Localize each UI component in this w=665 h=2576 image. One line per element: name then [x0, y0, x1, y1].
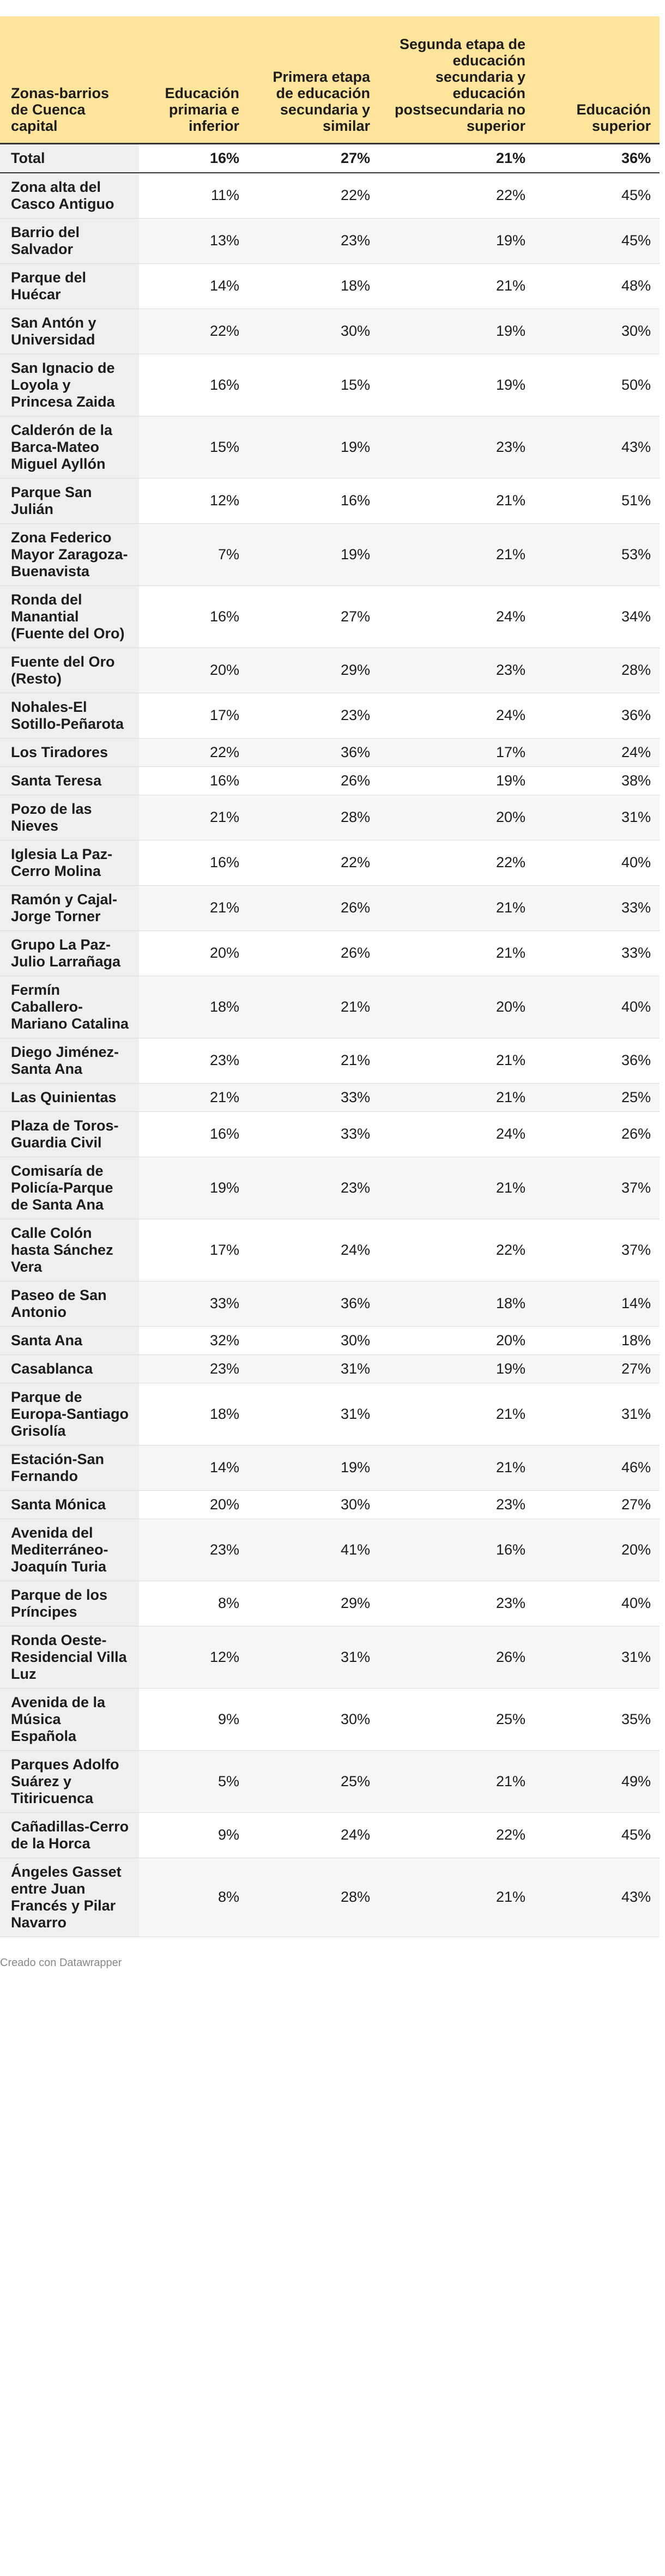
- value-cell: 25%: [248, 1750, 379, 1812]
- value-cell: 19%: [139, 1157, 248, 1219]
- value-cell: 30%: [248, 1326, 379, 1354]
- table-row: [0, 263, 660, 309]
- table-row: [0, 795, 660, 840]
- zone-cell: Plaza de Toros-Guardia Civil: [0, 1111, 139, 1157]
- value-cell: 27%: [248, 585, 379, 648]
- value-cell: 19%: [379, 218, 534, 263]
- value-cell: 23%: [248, 218, 379, 263]
- zone-cell: Iglesia La Paz-Cerro Molina: [0, 840, 139, 885]
- value-cell: 24%: [379, 585, 534, 648]
- education-table: [0, 16, 660, 1937]
- value-cell: 26%: [248, 766, 379, 795]
- total-value: 21%: [379, 143, 534, 173]
- table-row: [0, 1445, 660, 1490]
- zone-cell: Parque del Huécar: [0, 263, 139, 309]
- value-cell: 19%: [248, 523, 379, 585]
- table-row: [0, 1750, 660, 1812]
- value-cell: 24%: [248, 1812, 379, 1858]
- value-cell: 24%: [379, 693, 534, 738]
- value-cell: 22%: [379, 1812, 534, 1858]
- zone-cell: Calle Colón hasta Sánchez Vera: [0, 1219, 139, 1281]
- zone-cell: Nohales-El Sotillo-Peñarota: [0, 693, 139, 738]
- table-row: [0, 354, 660, 416]
- zone-cell: Parques Adolfo Suárez y Titiricuenca: [0, 1750, 139, 1812]
- header-segunda-etapa[interactable]: Segunda etapa de educación secundaria y educación postsecundaria no superior: [379, 16, 534, 143]
- total-row: [0, 143, 660, 173]
- value-cell: 36%: [248, 738, 379, 766]
- table-row: [0, 1354, 660, 1383]
- table-row: [0, 1281, 660, 1326]
- value-cell: 18%: [139, 1383, 248, 1445]
- zone-cell: Estación-San Fernando: [0, 1445, 139, 1490]
- table-row: [0, 930, 660, 976]
- table-row: [0, 1812, 660, 1858]
- table-row: [0, 1111, 660, 1157]
- value-cell: 22%: [379, 1219, 534, 1281]
- zone-cell: Casablanca: [0, 1354, 139, 1383]
- zone-cell: Avenida de la Música Española: [0, 1688, 139, 1750]
- table-row: [0, 1157, 660, 1219]
- value-cell: 16%: [139, 1111, 248, 1157]
- value-cell: 20%: [139, 1490, 248, 1519]
- value-cell: 17%: [379, 738, 534, 766]
- zone-cell: Cañadillas-Cerro de la Horca: [0, 1812, 139, 1858]
- value-cell: 19%: [379, 1354, 534, 1383]
- value-cell: 21%: [139, 1083, 248, 1111]
- value-cell: 19%: [379, 309, 534, 354]
- zone-cell: Calderón de la Barca-Mateo Miguel Ayllón: [0, 416, 139, 478]
- table-row: [0, 416, 660, 478]
- value-cell: 15%: [248, 354, 379, 416]
- value-cell: 8%: [139, 1581, 248, 1626]
- value-cell: 23%: [248, 1157, 379, 1219]
- value-cell: 43%: [534, 1858, 660, 1937]
- value-cell: 24%: [248, 1219, 379, 1281]
- value-cell: 24%: [534, 738, 660, 766]
- zone-cell: Parque de los Príncipes: [0, 1581, 139, 1626]
- value-cell: 23%: [139, 1038, 248, 1083]
- value-cell: 35%: [534, 1688, 660, 1750]
- value-cell: 21%: [379, 1750, 534, 1812]
- value-cell: 21%: [379, 1038, 534, 1083]
- value-cell: 29%: [248, 1581, 379, 1626]
- header-row: [0, 16, 660, 143]
- zone-cell: Avenida del Mediterráneo-Joaquín Turia: [0, 1519, 139, 1581]
- value-cell: 19%: [248, 1445, 379, 1490]
- value-cell: 27%: [534, 1490, 660, 1519]
- zone-cell: San Ignacio de Loyola y Princesa Zaida: [0, 354, 139, 416]
- value-cell: 36%: [534, 1038, 660, 1083]
- zone-cell: Ronda del Manantial (Fuente del Oro): [0, 585, 139, 648]
- value-cell: 38%: [534, 766, 660, 795]
- value-cell: 21%: [379, 263, 534, 309]
- value-cell: 33%: [248, 1111, 379, 1157]
- value-cell: 21%: [379, 478, 534, 523]
- value-cell: 23%: [139, 1519, 248, 1581]
- value-cell: 5%: [139, 1750, 248, 1812]
- table-row: [0, 885, 660, 930]
- value-cell: 9%: [139, 1812, 248, 1858]
- value-cell: 45%: [534, 173, 660, 219]
- zone-cell: Las Quinientas: [0, 1083, 139, 1111]
- value-cell: 53%: [534, 523, 660, 585]
- header-primaria[interactable]: Educación primaria e inferior: [139, 16, 248, 143]
- value-cell: 21%: [379, 1858, 534, 1937]
- value-cell: 21%: [379, 523, 534, 585]
- value-cell: 23%: [139, 1354, 248, 1383]
- value-cell: 28%: [534, 648, 660, 693]
- value-cell: 22%: [139, 738, 248, 766]
- value-cell: 11%: [139, 173, 248, 219]
- value-cell: 31%: [534, 795, 660, 840]
- value-cell: 21%: [379, 1383, 534, 1445]
- zone-cell: Santa Teresa: [0, 766, 139, 795]
- value-cell: 7%: [139, 523, 248, 585]
- value-cell: 19%: [379, 766, 534, 795]
- zone-cell: Ramón y Cajal-Jorge Torner: [0, 885, 139, 930]
- value-cell: 16%: [248, 478, 379, 523]
- table-row: [0, 173, 660, 219]
- value-cell: 20%: [139, 930, 248, 976]
- value-cell: 18%: [139, 976, 248, 1038]
- table-row: [0, 648, 660, 693]
- total-value: 16%: [139, 143, 248, 173]
- value-cell: 16%: [379, 1519, 534, 1581]
- value-cell: 28%: [248, 1858, 379, 1937]
- value-cell: 21%: [379, 930, 534, 976]
- value-cell: 33%: [139, 1281, 248, 1326]
- zone-cell: Ronda Oeste-Residencial Villa Luz: [0, 1626, 139, 1688]
- value-cell: 23%: [248, 693, 379, 738]
- value-cell: 21%: [139, 795, 248, 840]
- zone-cell: Pozo de las Nieves: [0, 795, 139, 840]
- value-cell: 8%: [139, 1858, 248, 1937]
- value-cell: 18%: [248, 263, 379, 309]
- value-cell: 20%: [379, 976, 534, 1038]
- table-body: [0, 143, 660, 1937]
- value-cell: 23%: [379, 416, 534, 478]
- value-cell: 40%: [534, 976, 660, 1038]
- header-zone[interactable]: Zonas-barrios de Cuenca capital: [0, 16, 139, 143]
- zone-cell: Los Tiradores: [0, 738, 139, 766]
- value-cell: 45%: [534, 1812, 660, 1858]
- value-cell: 37%: [534, 1219, 660, 1281]
- table-header: [0, 16, 660, 143]
- value-cell: 16%: [139, 585, 248, 648]
- value-cell: 21%: [248, 1038, 379, 1083]
- table-row: [0, 1383, 660, 1445]
- total-label: Total: [0, 143, 139, 173]
- zone-cell: Comisaría de Policía-Parque de Santa Ana: [0, 1157, 139, 1219]
- value-cell: 51%: [534, 478, 660, 523]
- value-cell: 46%: [534, 1445, 660, 1490]
- header-superior[interactable]: Educación superior: [534, 16, 660, 143]
- value-cell: 12%: [139, 1626, 248, 1688]
- value-cell: 16%: [139, 354, 248, 416]
- zone-cell: Zona Federico Mayor Zaragoza-Buenavista: [0, 523, 139, 585]
- value-cell: 20%: [379, 1326, 534, 1354]
- table-row: [0, 1858, 660, 1937]
- table-row: [0, 523, 660, 585]
- value-cell: 33%: [534, 930, 660, 976]
- value-cell: 20%: [534, 1519, 660, 1581]
- value-cell: 15%: [139, 416, 248, 478]
- value-cell: 30%: [248, 1688, 379, 1750]
- table-row: [0, 1219, 660, 1281]
- value-cell: 49%: [534, 1750, 660, 1812]
- zone-cell: Zona alta del Casco Antiguo: [0, 173, 139, 219]
- value-cell: 18%: [379, 1281, 534, 1326]
- zone-cell: Paseo de San Antonio: [0, 1281, 139, 1326]
- value-cell: 31%: [248, 1354, 379, 1383]
- value-cell: 32%: [139, 1326, 248, 1354]
- table-row: [0, 738, 660, 766]
- value-cell: 36%: [248, 1281, 379, 1326]
- value-cell: 31%: [248, 1383, 379, 1445]
- value-cell: 21%: [139, 885, 248, 930]
- value-cell: 22%: [379, 173, 534, 219]
- value-cell: 28%: [248, 795, 379, 840]
- value-cell: 40%: [534, 840, 660, 885]
- value-cell: 23%: [379, 1490, 534, 1519]
- value-cell: 17%: [139, 693, 248, 738]
- value-cell: 22%: [379, 840, 534, 885]
- value-cell: 22%: [248, 173, 379, 219]
- table-row: [0, 693, 660, 738]
- value-cell: 37%: [534, 1157, 660, 1219]
- value-cell: 18%: [534, 1326, 660, 1354]
- value-cell: 25%: [534, 1083, 660, 1111]
- total-value: 27%: [248, 143, 379, 173]
- value-cell: 14%: [534, 1281, 660, 1326]
- value-cell: 23%: [379, 1581, 534, 1626]
- value-cell: 30%: [248, 309, 379, 354]
- value-cell: 14%: [139, 1445, 248, 1490]
- table-row: [0, 218, 660, 263]
- value-cell: 21%: [379, 1445, 534, 1490]
- table-row: [0, 309, 660, 354]
- value-cell: 21%: [379, 1083, 534, 1111]
- value-cell: 22%: [139, 309, 248, 354]
- value-cell: 29%: [248, 648, 379, 693]
- value-cell: 24%: [379, 1111, 534, 1157]
- table-row: [0, 766, 660, 795]
- zone-cell: San Antón y Universidad: [0, 309, 139, 354]
- zone-cell: Parque de Europa-Santiago Grisolía: [0, 1383, 139, 1445]
- value-cell: 19%: [379, 354, 534, 416]
- value-cell: 21%: [248, 976, 379, 1038]
- table-row: [0, 1626, 660, 1688]
- value-cell: 27%: [534, 1354, 660, 1383]
- value-cell: 36%: [534, 693, 660, 738]
- value-cell: 31%: [534, 1383, 660, 1445]
- table-row: [0, 1083, 660, 1111]
- value-cell: 17%: [139, 1219, 248, 1281]
- footer-credit: Creado con Datawrapper: [0, 1956, 122, 1969]
- value-cell: 31%: [534, 1626, 660, 1688]
- zone-cell: Santa Ana: [0, 1326, 139, 1354]
- table-row: [0, 478, 660, 523]
- table-row: [0, 976, 660, 1038]
- table-row: [0, 1490, 660, 1519]
- value-cell: 13%: [139, 218, 248, 263]
- value-cell: 50%: [534, 354, 660, 416]
- value-cell: 20%: [139, 648, 248, 693]
- value-cell: 19%: [248, 416, 379, 478]
- value-cell: 26%: [248, 930, 379, 976]
- value-cell: 22%: [248, 840, 379, 885]
- zone-cell: Grupo La Paz-Julio Larrañaga: [0, 930, 139, 976]
- header-primera-etapa[interactable]: Primera etapa de educación secundaria y similar: [248, 16, 379, 143]
- value-cell: 34%: [534, 585, 660, 648]
- value-cell: 33%: [248, 1083, 379, 1111]
- zone-cell: Barrio del Salvador: [0, 218, 139, 263]
- total-value: 36%: [534, 143, 660, 173]
- value-cell: 25%: [379, 1688, 534, 1750]
- value-cell: 30%: [248, 1490, 379, 1519]
- zone-cell: Ángeles Gasset entre Juan Francés y Pilar Navarro: [0, 1858, 139, 1937]
- value-cell: 14%: [139, 263, 248, 309]
- table-row: [0, 1688, 660, 1750]
- value-cell: 23%: [379, 648, 534, 693]
- value-cell: 21%: [379, 1157, 534, 1219]
- table-row: [0, 1581, 660, 1626]
- zone-cell: Fermín Caballero-Mariano Catalina: [0, 976, 139, 1038]
- table-row: [0, 1326, 660, 1354]
- value-cell: 9%: [139, 1688, 248, 1750]
- value-cell: 26%: [379, 1626, 534, 1688]
- value-cell: 30%: [534, 309, 660, 354]
- zone-cell: Parque San Julián: [0, 478, 139, 523]
- value-cell: 33%: [534, 885, 660, 930]
- value-cell: 20%: [379, 795, 534, 840]
- value-cell: 26%: [248, 885, 379, 930]
- value-cell: 21%: [379, 885, 534, 930]
- value-cell: 43%: [534, 416, 660, 478]
- zone-cell: Fuente del Oro (Resto): [0, 648, 139, 693]
- table-row: [0, 840, 660, 885]
- value-cell: 16%: [139, 766, 248, 795]
- value-cell: 26%: [534, 1111, 660, 1157]
- value-cell: 40%: [534, 1581, 660, 1626]
- value-cell: 45%: [534, 218, 660, 263]
- value-cell: 31%: [248, 1626, 379, 1688]
- value-cell: 41%: [248, 1519, 379, 1581]
- table-row: [0, 1519, 660, 1581]
- value-cell: 48%: [534, 263, 660, 309]
- zone-cell: Santa Mónica: [0, 1490, 139, 1519]
- value-cell: 12%: [139, 478, 248, 523]
- table-row: [0, 585, 660, 648]
- value-cell: 16%: [139, 840, 248, 885]
- zone-cell: Diego Jiménez-Santa Ana: [0, 1038, 139, 1083]
- table-row: [0, 1038, 660, 1083]
